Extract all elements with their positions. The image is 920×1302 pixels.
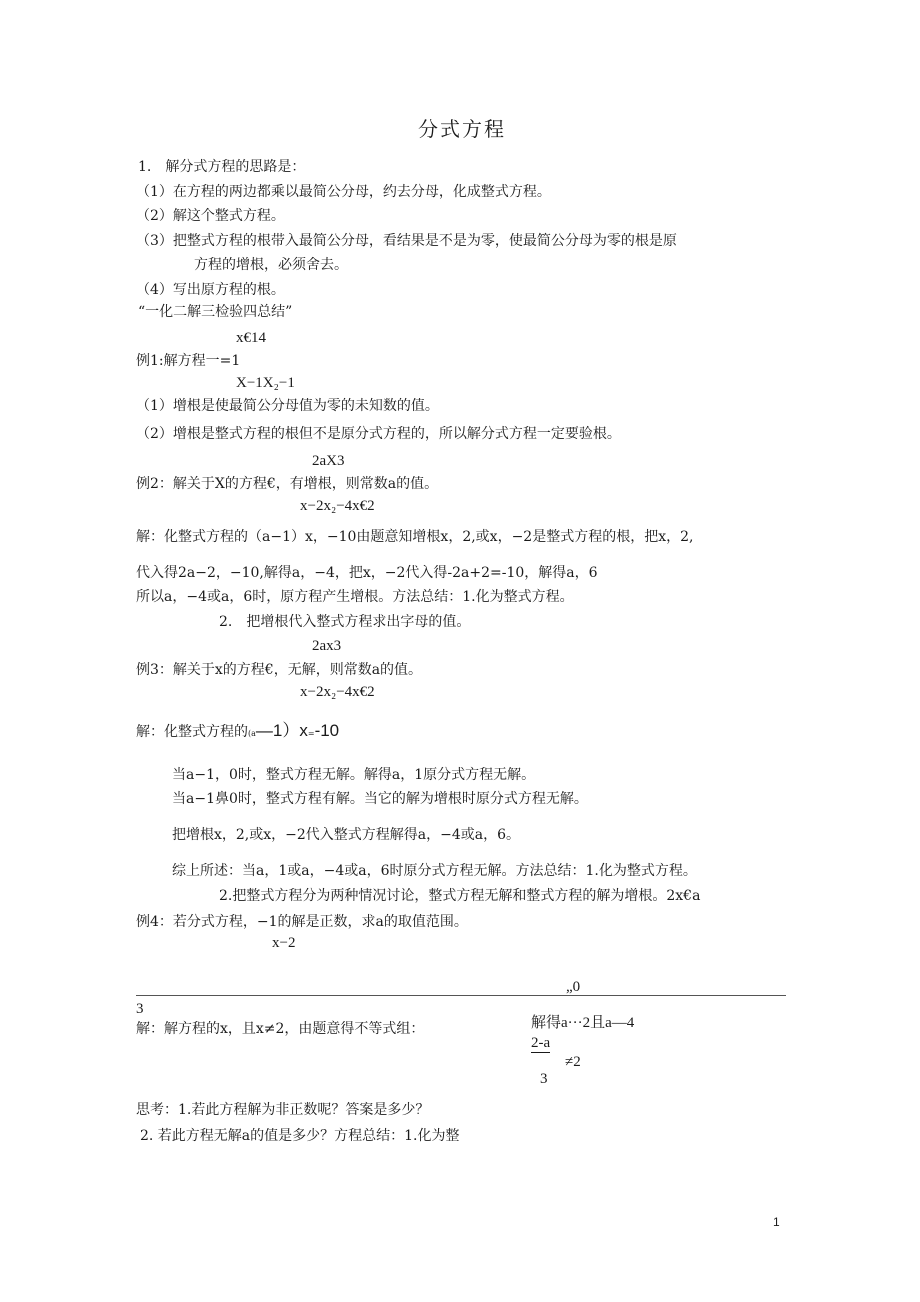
example-3-summary-1: 综上所述：当a，1或a，−4或a，6时原分式方程无解。方法总结：1.化为整式方程。 (172, 863, 697, 879)
example-3-solution-prefix: 解：化整式方程的 (136, 724, 248, 740)
page-title: 分式方程 (418, 117, 506, 141)
example-3-summary-2: 2.把整式方程分为两种情况讨论，整式方程无解和整式方程的解为增根。2x€a (219, 888, 701, 904)
example-4-result: 解得a···2且a—4 (531, 1015, 635, 1031)
example-2-solution-2: 代入得2a−2，−10,解得a，−4，把x，−2代入得-2a+2=-10，解得a，6 (136, 565, 598, 581)
example-3-solution-equation: —1）x (255, 721, 308, 740)
example-2-denominator: x−2x₂−4x€2 (300, 498, 375, 514)
intro-heading: 1. 解分式方程的思路是： (138, 159, 306, 175)
example-1-note-1: （1）增根是使最简公分母值为零的未知数的值。 (136, 398, 439, 414)
page-number: 1 (773, 1215, 780, 1229)
example-4-three: 3 (136, 1001, 144, 1017)
intro-slogan: “一化二解三检验四总结” (138, 304, 293, 320)
example-3-solution (136, 722, 339, 743)
intro-step-1: （1）在方程的两边都乘以最简公分母，约去分母，化成整式方程。 (136, 184, 551, 200)
intro-step-3b: 方程的增根，必须舍去。 (194, 257, 348, 273)
example-1-denominator: X−1X₂−1 (236, 375, 295, 391)
intro-step-2: （2）解这个整式方程。 (136, 208, 285, 224)
example-3-case-1: 当a−1，0时，整式方程无解。解得a，1原分式方程无解。 (172, 767, 536, 783)
think-1: 思考：1.若此方程解为非正数呢？答案是多少？ (136, 1102, 430, 1118)
example-3-solution-small: (a (248, 729, 256, 738)
divider-line (136, 995, 786, 996)
example-4-zero: „0 (566, 979, 581, 995)
example-3-solution-sub: = (307, 729, 315, 738)
example-1-label: 例1:解方程一=1 (136, 353, 241, 369)
intro-step-3a: （3）把整式方程的根带入最简公分母，看结果是不是为零，使最简公分母为零的根是原 (136, 233, 677, 249)
example-3-case-2: 当a−1鼻0时，整式方程有解。当它的解为增根时原分式方程无解。 (172, 791, 588, 807)
example-2-solution-1: 解：化整式方程的（a−1）x，−10由题意知增根x，2,或x，−2是整式方程的根，把x，2, (136, 529, 694, 545)
example-3-numerator: 2ax3 (312, 638, 342, 654)
example-1-note-2: （2）增根是整式方程的根但不是原分式方程的，所以解分式方程一定要验根。 (136, 426, 621, 442)
example-2-solution-4: 2. 把增根代入整式方程求出字母的值。 (219, 614, 471, 630)
example-3-denominator: x−2x₂−4x€2 (300, 684, 375, 700)
example-1-numerator: x€14 (236, 330, 266, 346)
example-2-numerator: 2aX3 (312, 453, 345, 469)
example-4-fraction-denominator: 3 (540, 1071, 548, 1087)
example-2-label: 例2：解关于X的方程€，有增根，则常数a的值。 (136, 476, 439, 492)
example-2-solution-3: 所以a，−4或a，6时，原方程产生增根。方法总结：1.化为整式方程。 (136, 589, 574, 605)
example-3-solution-end: -10 (314, 721, 340, 740)
example-4-solution: 解：解方程的x，且x≠2，由题意得不等式组： (136, 1021, 425, 1037)
example-3-case-3: 把增根x，2,或x，−2代入整式方程解得a，−4或a，6。 (172, 827, 521, 843)
example-4-fraction-numerator: 2-a (531, 1035, 551, 1051)
think-2: 2. 若此方程无解a的值是多少？方程总结：1.化为整 (140, 1128, 460, 1144)
example-4-not-equal: ≠2 (565, 1054, 581, 1070)
example-4-label: 例4：若分式方程，−1的解是正数，求a的取值范围。 (136, 914, 468, 930)
example-3-label: 例3：解关于x的方程€，无解，则常数a的值。 (136, 662, 423, 678)
intro-step-4: （4）写出原方程的根。 (136, 282, 285, 298)
example-4-denominator: x−2 (272, 935, 296, 951)
